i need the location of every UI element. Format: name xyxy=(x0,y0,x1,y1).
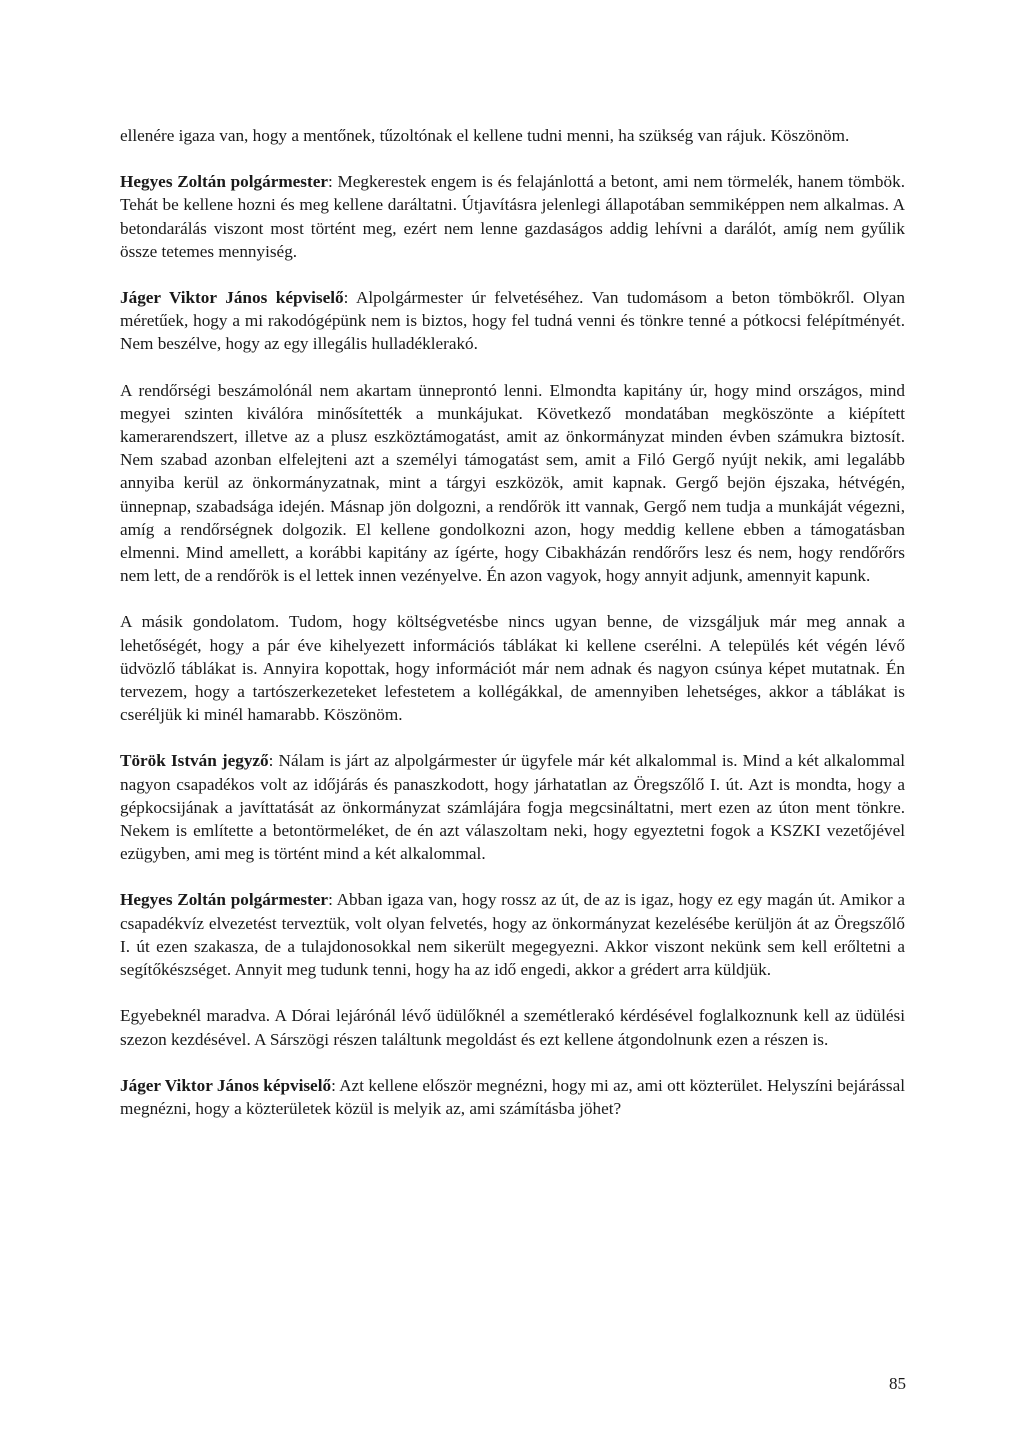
paragraph-1 xyxy=(120,124,905,147)
paragraph-text: : Nálam is járt az alpolgármester úr ügyfele már két alkalommal is. Mind a két alkalommal nagyon csapadékos volt az időjárás és panaszkodott, hogy járhatatlan az Öregszőlő I. út. Azt is mondta, hogy a gépkocsijának a javíttatását az önkormányzat számlájára fogja megcsináltatni, mert ezen az úton ment tönkre. Nekem is említette a betontörmeléket, de én azt válaszoltam neki, hogy egyeztetni fogok a KSZKI vezetőjével ezügyben, ami meg is történt mind a két alkalommal. xyxy=(120,751,905,864)
paragraph-8 xyxy=(120,1004,905,1050)
speaker-name: Hegyes Zoltán polgármester xyxy=(120,890,329,910)
speaker-name: Jáger Viktor János képviselő xyxy=(120,1075,332,1095)
paragraph-9 xyxy=(120,1074,905,1120)
paragraph-text: : Abban igaza van, hogy rossz az út, de az is igaz, hogy ez egy magán út. Amikor a csapadékvíz elvezetést terveztük, volt olyan felvetés, hogy az önkormányzat kezelésébe kerüljön át az Öregszőlő I. út ezen szakasza, de a tulajdonosokkal nem sikerült megegyezni. Akkor viszont nekünk sem kell erőltetni a segítőkészséget. Annyit meg tudunk tenni, hogy ha az idő engedi, akkor a grédert arra küldjük. xyxy=(120,890,905,980)
page-number: 85 xyxy=(889,1374,906,1393)
paragraph-4 xyxy=(120,379,905,588)
speaker-name: Hegyes Zoltán polgármester xyxy=(120,172,328,192)
paragraph-text: : Alpolgármester úr felvetéséhez. Van tudomásom a beton tömbökről. Olyan méretűek, hogy a mi rakodógépünk nem is biztos, hogy fel tudná venni és tönkre tenné a pótkocsi felépítményét. Nem beszélve, hogy az egy illegális hulladéklerakó. xyxy=(120,288,905,354)
document-body xyxy=(120,124,905,1143)
paragraph-text: : Azt kellene először megnézni, hogy mi az, ami ott közterület. Helyszíni bejárással megnézni, hogy a közterületek közül is melyik az, ami számításba jöhet? xyxy=(120,1075,905,1118)
speaker-name: Török István jegyző xyxy=(120,751,269,771)
paragraph-5 xyxy=(120,610,905,726)
paragraph-text: Egyebeknél maradva. A Dórai lejárónál lévő üdülőknél a szemétlerakó kérdésével foglalkoznunk kell az üdülési szezon kezdésével. A Sárszögi részen találtunk megoldást és ezt kellene átgondolnunk ezen a részen is. xyxy=(120,1006,905,1049)
paragraph-6 xyxy=(120,749,905,865)
paragraph-text: : Megkerestek engem is és felajánlottá a betont, ami nem törmelék, hanem tömbök. Tehát be kellene hozni és meg kellene daráltatni. Útjavításra jelenlegi állapotában semmiképpen nem alkalmas. A betondarálás viszont most történt meg, ezért nem lenne gazdaságos addig lehívni a darálót, amíg nem gyűlik össze tetemes mennyiség. xyxy=(120,172,906,261)
paragraph-text: A rendőrségi beszámolónál nem akartam ünneprontó lenni. Elmondta kapitány úr, hogy mind országos, mind megyei szinten kiválóra minősítették a munkájukat. Következő mondatában megköszönte a kiépített kamerarendszert, illetve az a plusz eszköztámogatást, amit az önkormányzat minden évben számukra biztosít. Nem szabad azonban elfelejteni azt a személyi támogatást sem, amit a Filó Gergő nyújt nekik, ami legalább annyiba kerül az önkormányzatnak, mint a tárgyi eszközök, amit kapnak. Gergő bejön éjszaka, hétvégén, ünnepnap, szabadsága idején. Másnap jön dolgozni, a rendőrök itt vannak, Gergő nem tudja a munkáját végezni, amíg a rendőrségnek dolgozik. El kellene gondolkozni azon, hogy meddig kellene ebben a támogatásban elmenni. Mind amellett, a korábbi kapitány az ígérte, hogy Cibakházán rendőrőrs lesz és nem, hogy rendőrőrs nem lett, de a rendőrök is el lettek innen vezényelve. Én azon vagyok, hogy annyit adjunk, amennyit kapunk. xyxy=(120,380,905,586)
paragraph-text: ellenére igaza van, hogy a mentőnek, tűzoltónak el kellene tudni menni, ha szükség van rájuk. Köszönöm. xyxy=(120,126,850,145)
speaker-name: Jáger Viktor János képviselő xyxy=(120,288,344,308)
paragraph-7 xyxy=(120,888,905,981)
paragraph-text: A másik gondolatom. Tudom, hogy költségvetésbe nincs ugyan benne, de vizsgáljuk már meg annak a lehetőségét, hogy a pár éve kihelyezett információs táblákat ki kellene cserélni. A település két végén lévő üdvözlő táblákat is. Annyira kopottak, hogy információt már nem adnak és nagyon csúnya képet mutatnak. Én tervezem, hogy a tartószerkezeteket lefestetem a kollégákkal, de amennyiben lehetséges, akkor a táblákat is cseréljük ki minél hamarabb. Köszönöm. xyxy=(120,612,905,725)
paragraph-3 xyxy=(120,286,905,356)
paragraph-2 xyxy=(120,170,905,263)
